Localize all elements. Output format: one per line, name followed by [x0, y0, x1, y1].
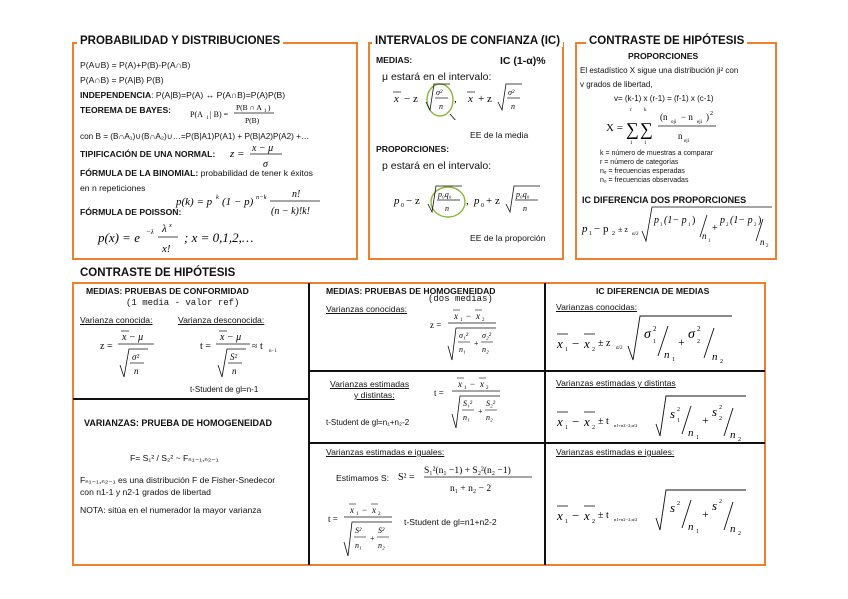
svg-text:+: +: [702, 507, 709, 521]
conformity-t-formula: [198, 327, 288, 381]
svg-text:n: n: [523, 204, 527, 213]
svg-text:2: 2: [697, 339, 700, 345]
svg-text:n1+n2−2;α/2: n1+n2−2;α/2: [614, 423, 638, 428]
conformity-z-formula: [98, 327, 168, 381]
svg-text:n: n: [730, 429, 736, 441]
independence-label: INDEPENDENCIA: [80, 90, 152, 100]
svg-text:− n: − n: [681, 112, 693, 122]
divider-left: [73, 398, 309, 400]
svg-text:∑: ∑: [640, 119, 653, 139]
svg-text:| B) =: | B) =: [210, 110, 229, 119]
svg-text:x − μ: x − μ: [252, 143, 274, 154]
svg-text:2: 2: [719, 405, 722, 411]
ci-means-formula: [392, 80, 542, 120]
divider-mid-2: [309, 442, 765, 444]
svg-text:n: n: [760, 237, 765, 247]
svg-text:; x = 0,1,2,…: ; x = 0,1,2,…: [184, 230, 254, 245]
svg-text:p: p: [582, 223, 588, 235]
ic-diff-est-equal: Varianzas estimadas e iguales:: [556, 447, 675, 457]
svg-text:n₂: n₂: [378, 541, 385, 550]
svg-text:x: x: [557, 336, 563, 351]
svg-text:σ²: σ²: [508, 88, 515, 97]
svg-text:S₁²: S₁²: [463, 399, 473, 408]
svg-text:n: n: [664, 349, 670, 361]
svg-text:k: k: [216, 194, 219, 201]
svg-text:): ): [268, 103, 271, 112]
svg-text:z =: z =: [100, 341, 113, 352]
homog-means-title: MEDIAS: PRUEBAS DE HOMOGENEIDAD: [326, 286, 496, 296]
svg-text:σ: σ: [688, 327, 695, 342]
svg-text:n: n: [511, 102, 515, 111]
svg-text:n: n: [134, 366, 139, 376]
svg-text:−: −: [466, 311, 472, 321]
svg-text:n₂: n₂: [482, 345, 489, 354]
svg-text:σ: σ: [644, 327, 651, 342]
svg-text:+: +: [478, 407, 483, 416]
svg-text:x: x: [458, 379, 462, 389]
divider-col-2: [544, 283, 546, 565]
svg-text:1: 1: [460, 318, 463, 323]
svg-text:p: p: [720, 215, 725, 226]
svg-text:k: k: [644, 108, 647, 113]
svg-text:n₁: n₁: [459, 345, 466, 354]
svg-text:1: 1: [708, 239, 711, 244]
ci-means-label: MEDIAS:: [376, 55, 413, 65]
svg-text:1: 1: [356, 512, 359, 517]
svg-text:n: n: [678, 131, 683, 141]
f-desc-2: con n1-1 y n2-1 grados de libertad: [80, 487, 211, 497]
ci-mu-text: μ estará en el intervalo:: [382, 71, 492, 83]
svg-text:2: 2: [486, 386, 489, 391]
binomial-line: [80, 169, 313, 179]
svg-text:≈ t: ≈ t: [252, 341, 263, 352]
svg-text:P(B ∩ A: P(B ∩ A: [236, 103, 262, 112]
svg-text:x: x: [480, 379, 484, 389]
svg-text:2: 2: [697, 325, 701, 333]
binomial-label: FÓRMULA DE LA BINOMIAL:: [80, 168, 199, 178]
pooled-s-formula: [398, 460, 536, 496]
poisson-label: FÓRMULA DE POISSON:: [80, 207, 182, 217]
df-formula: v= (k-1) x (r-1) = (f-1) x (c-1): [614, 94, 714, 103]
svg-text:p(k) = p: p(k) = p: [176, 196, 213, 208]
svg-text:1: 1: [653, 339, 656, 345]
variance-homog-title: VARIANZAS: PRUEBA DE HOMOGENEIDAD: [84, 418, 273, 428]
ic-diff-prop-title: IC DIFERENCIA DOS PROPORCIONES: [582, 195, 747, 205]
svg-text:n: n: [702, 231, 707, 241]
ci-ee-media: EE de la media: [470, 130, 529, 140]
note-r: r = número de categorías: [600, 159, 679, 166]
svg-text:n: n: [688, 427, 694, 439]
svg-text:2: 2: [710, 111, 713, 117]
conformity-subtitle: (1 media - valor ref): [126, 298, 240, 308]
svg-text:(1− p: (1− p: [730, 215, 753, 226]
homog-est-var-1: Varianzas estimadas: [330, 379, 410, 389]
svg-text:2: 2: [766, 244, 769, 249]
svg-text:2: 2: [677, 501, 680, 507]
svg-text:2: 2: [677, 407, 680, 413]
svg-text:t =: t =: [328, 514, 338, 524]
f-note: NOTA: sitúa en el numerador la mayor varianza: [80, 505, 262, 515]
svg-text:x: x: [454, 311, 458, 321]
svg-text:1: 1: [630, 141, 633, 146]
ic-diff-means-title: IC DIFERENCIA DE MEDIAS: [596, 286, 710, 296]
svg-text:eji: eji: [684, 139, 689, 144]
svg-text:s: s: [670, 500, 676, 515]
ic-diff-known-var: Varianzas conocidas:: [556, 302, 638, 312]
t-student-n1n2: t-Student de gl=n₁+n₂-2: [326, 418, 410, 427]
svg-text:1: 1: [565, 519, 568, 525]
svg-text:z =: z =: [230, 148, 245, 160]
svg-text:2: 2: [719, 499, 722, 505]
svg-text:r: r: [630, 108, 632, 113]
chi-square-formula: [604, 104, 734, 150]
binomial-formula: [174, 186, 324, 220]
ci-prop-label: PROPORCIONES:: [376, 144, 450, 154]
svg-text:x!: x!: [162, 243, 171, 255]
svg-text:t =: t =: [200, 341, 211, 352]
svg-text:x: x: [372, 505, 376, 515]
svg-text:2: 2: [482, 318, 485, 323]
svg-text:oji: oji: [671, 120, 677, 125]
svg-text:2: 2: [592, 347, 595, 353]
svg-text:x: x: [584, 508, 590, 523]
svg-text:S² =: S² =: [398, 472, 415, 483]
svg-text:p₀q₀: p₀q₀: [438, 190, 452, 199]
svg-text:P(B): P(B): [245, 116, 260, 125]
svg-text:σ₁²: σ₁²: [459, 331, 469, 340]
independence-line: [80, 91, 285, 101]
svg-text:2: 2: [754, 223, 757, 228]
svg-text:α/2: α/2: [616, 346, 623, 351]
union-formula: P(A∪B) = P(A)+P(B)-P(A∩B): [80, 60, 191, 70]
svg-text:n1+n2−2;α/2: n1+n2−2;α/2: [614, 517, 638, 522]
svg-text:2: 2: [738, 437, 741, 442]
hypothesis-bottom-title: CONTRASTE DE HIPÓTESIS: [77, 267, 238, 279]
svg-text:(n: (n: [660, 112, 668, 122]
svg-text:2: 2: [592, 519, 595, 525]
svg-text:p(x) = e: p(x) = e: [98, 230, 140, 245]
svg-text:2: 2: [726, 223, 729, 228]
svg-text:n: n: [232, 366, 237, 376]
svg-text:eji: eji: [697, 120, 702, 125]
svg-text:2: 2: [378, 512, 381, 517]
svg-text:X =: X =: [606, 122, 623, 134]
svg-text:+: +: [678, 335, 685, 349]
svg-text:n−1: n−1: [269, 349, 277, 354]
svg-text:S₂²: S₂²: [486, 399, 496, 408]
svg-text:2: 2: [738, 531, 741, 536]
ic-diff-means-f3: [554, 486, 754, 536]
svg-text:−: −: [572, 508, 580, 523]
homog-known-var: Varianzas conocidas:: [326, 304, 408, 314]
svg-text:n₁ + n₂ − 2: n₁ + n₂ − 2: [450, 484, 492, 494]
svg-text:n₂: n₂: [486, 413, 493, 422]
svg-text:): ): [758, 215, 762, 226]
ic-diff-means-f1: [554, 312, 754, 366]
svg-text:+ z: + z: [478, 93, 492, 105]
svg-text:x: x: [557, 508, 563, 523]
svg-text:± z: ± z: [598, 338, 611, 349]
probability-title: PROBABILIDAD Y DISTRIBUCIONES: [77, 35, 283, 47]
poisson-formula: [96, 218, 266, 258]
conb-line: con B = (B∩A₁)∪(B∩A₂)∪…=P(B|A1)P(A1) + P(B|A2)P(A2) +…: [80, 132, 310, 141]
known-variance-label: Varianza conocida:: [80, 315, 153, 325]
f-formula: F= S₁² / S₂² ~ Fₙ₁₋₁,ₙ₂₋₁: [130, 453, 219, 463]
svg-text:): ): [706, 112, 709, 122]
svg-text:S²: S²: [230, 352, 238, 362]
svg-text:± t: ± t: [598, 416, 609, 427]
svg-text:n: n: [730, 523, 736, 535]
note-no: nₒ = frecuencias observadas: [600, 177, 689, 184]
conformity-title: MEDIAS: PRUEBAS DE CONFORMIDAD: [86, 286, 249, 296]
homog-z-formula: [430, 306, 510, 366]
note-k: k = número de muestras a comparar: [600, 150, 714, 157]
svg-text:− z: − z: [406, 195, 420, 207]
svg-text:σ: σ: [263, 159, 268, 170]
svg-text:1: 1: [677, 418, 680, 424]
svg-text:− z: − z: [404, 93, 418, 105]
svg-text:,: ,: [466, 195, 469, 207]
svg-text:x: x: [584, 336, 590, 351]
svg-text:α/2: α/2: [632, 232, 639, 237]
svg-text:± z: ± z: [618, 225, 628, 234]
svg-text:1: 1: [672, 357, 675, 363]
t-student-n1: t-Student de gl=n-1: [190, 385, 259, 394]
svg-text:n!: n!: [292, 189, 301, 200]
svg-text:2: 2: [719, 416, 722, 422]
svg-text:± t: ± t: [598, 510, 609, 521]
svg-text:2: 2: [592, 425, 595, 431]
svg-text:1: 1: [565, 425, 568, 431]
svg-text:,: ,: [454, 93, 457, 105]
svg-text:p: p: [394, 195, 400, 207]
bayes-formula: [188, 101, 288, 127]
svg-text:− p: − p: [594, 223, 609, 235]
svg-text:s: s: [712, 498, 718, 513]
ci-ee-prop: EE de la proporción: [470, 233, 546, 243]
svg-text:+: +: [474, 339, 479, 348]
svg-text:x: x: [584, 414, 590, 429]
svg-text:1: 1: [644, 141, 647, 146]
svg-text:2: 2: [653, 325, 657, 333]
svg-text:n₁: n₁: [355, 541, 362, 550]
svg-text:n: n: [439, 102, 443, 111]
svg-text:+: +: [712, 223, 718, 234]
t-student-n1n2-b: t-Student de gl=n1+n2-2: [404, 517, 497, 527]
svg-text:x: x: [169, 222, 172, 229]
svg-text:σ²: σ²: [436, 88, 443, 97]
svg-text:σ²: σ²: [132, 352, 140, 362]
homog-t1-formula: [434, 374, 514, 434]
svg-text:S₁²(n₁ −1) + S₂²(n₂ −1): S₁²(n₁ −1) + S₂²(n₂ −1): [424, 466, 511, 476]
svg-text:n: n: [445, 204, 449, 213]
proportions-subtitle: PROPORCIONES: [628, 51, 699, 61]
svg-text:1: 1: [696, 529, 699, 535]
svg-text:t =: t =: [434, 388, 444, 398]
binomial-text: probabilidad de tener k éxitos: [198, 168, 313, 178]
hypothesis-top-title: CONTRASTE DE HIPÓTESIS: [586, 35, 747, 47]
svg-text:x: x: [350, 505, 354, 515]
divider-mid-1: [309, 370, 765, 372]
ci-confidence-tag: IC (1-α)%: [500, 55, 546, 67]
ic-diff-prop-formula: [580, 205, 774, 249]
svg-text:S²: S²: [355, 526, 362, 535]
svg-text:x − μ: x − μ: [220, 332, 242, 343]
svg-text:x: x: [468, 93, 473, 105]
note-ne: nₑ = frecuencias esperadas: [600, 168, 685, 175]
svg-text:1: 1: [660, 223, 663, 228]
svg-text:s: s: [712, 404, 718, 419]
svg-text:x − μ: x − μ: [122, 332, 144, 343]
svg-text:p₀q₀: p₀q₀: [516, 190, 530, 199]
svg-text:λ: λ: [162, 223, 167, 235]
svg-text:2: 2: [612, 231, 615, 237]
svg-text:1: 1: [688, 223, 691, 228]
ci-title: INTERVALOS DE CONFIANZA (IC): [372, 35, 563, 47]
f-desc-1: Fₙ₁₋₁,ₙ₂₋₁ es una distribución F de Fisher-Snedecor: [80, 475, 276, 485]
svg-text:S²: S²: [378, 526, 385, 535]
svg-text:n: n: [712, 351, 718, 363]
svg-text:n: n: [688, 521, 694, 533]
svg-text:p: p: [474, 195, 480, 207]
svg-text:0: 0: [401, 203, 404, 209]
proportions-desc-2: v grados de libertad,: [580, 80, 653, 89]
svg-text:0: 0: [481, 203, 484, 209]
svg-text:x: x: [476, 311, 480, 321]
svg-text:1: 1: [206, 116, 209, 121]
svg-text:+ z: + z: [486, 195, 500, 207]
svg-text:+: +: [702, 413, 709, 427]
svg-text:n−k: n−k: [256, 194, 267, 201]
svg-text:(n − k)!k!: (n − k)!k!: [271, 206, 310, 217]
svg-text:(1 − p): (1 − p): [222, 196, 254, 208]
svg-text:∑: ∑: [626, 119, 639, 139]
svg-text:n₁: n₁: [463, 413, 470, 422]
unknown-variance-label: Varianza desconocida:: [178, 315, 265, 325]
svg-text:(1− p: (1− p: [664, 215, 687, 226]
svg-text:1: 1: [589, 231, 592, 237]
svg-text:−: −: [362, 505, 368, 515]
svg-text:): ): [692, 215, 696, 226]
homog-means-subtitle: (dos medias): [428, 294, 493, 304]
svg-text:x: x: [557, 414, 563, 429]
svg-text:1: 1: [264, 109, 267, 114]
homog-est-var-2: y distintas:: [354, 390, 395, 400]
ci-prop-formula: [392, 182, 552, 222]
svg-text:z =: z =: [430, 320, 442, 330]
bayes-label: TEOREMA DE BAYES:: [80, 105, 172, 115]
intersection-formula: P(A∩B) = P(A|B) P(B): [80, 75, 164, 85]
ci-p-text: p estará en el intervalo:: [382, 160, 492, 172]
svg-text:−λ: −λ: [146, 228, 154, 236]
svg-text:x: x: [394, 93, 399, 105]
homog-est-var-equal: Varianzas estimadas e iguales:: [326, 447, 445, 457]
svg-text:p: p: [654, 215, 659, 226]
proportions-desc-1: El estadístico X sigue una distribución ji² con: [580, 66, 739, 75]
svg-text:σ₂²: σ₂²: [482, 331, 492, 340]
svg-text:1: 1: [464, 386, 467, 391]
ic-diff-est-distinct: Varianzas estimadas y distintas: [556, 378, 676, 388]
svg-text:+: +: [370, 534, 375, 543]
normal-label: TIPIFICACIÓN DE UNA NORMAL:: [80, 149, 216, 159]
svg-text:1: 1: [565, 347, 568, 353]
divider-col-1: [308, 283, 310, 565]
svg-text:s: s: [670, 406, 676, 421]
homog-t2-formula: [328, 500, 398, 562]
estimate-s-label: Estimamos S:: [336, 473, 390, 483]
binomial-text-2: en n repeticiones: [80, 183, 146, 193]
svg-text:2: 2: [720, 359, 723, 365]
svg-text:1: 1: [696, 435, 699, 441]
svg-text:−: −: [470, 379, 476, 389]
svg-text:−: −: [572, 414, 580, 429]
independence-text: : P(A|B)=P(A) ↔ P(A∩B)=P(A)P(B): [151, 90, 286, 100]
svg-text:−: −: [572, 336, 580, 351]
ic-diff-means-f2: [554, 392, 754, 442]
svg-text:P(A: P(A: [190, 110, 203, 119]
